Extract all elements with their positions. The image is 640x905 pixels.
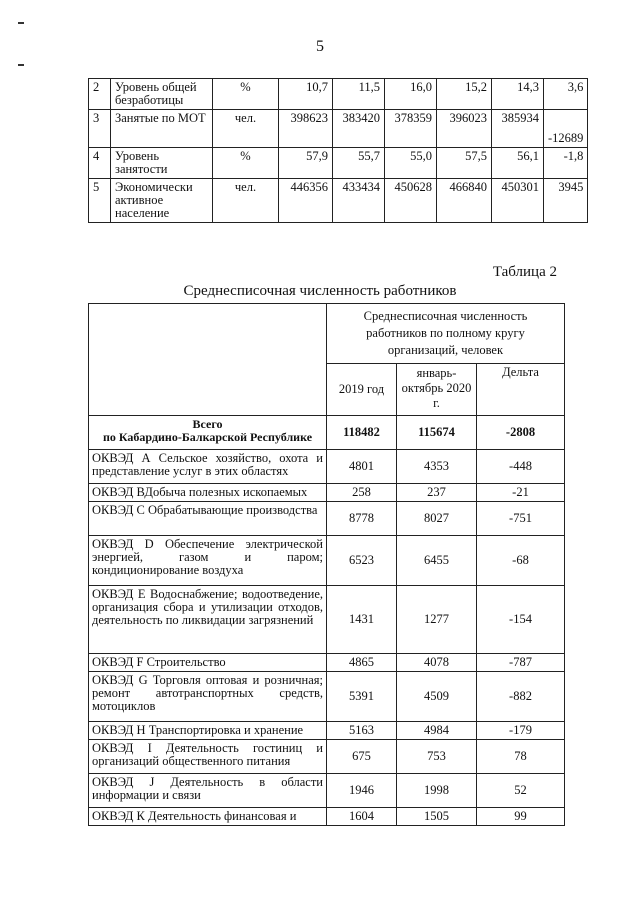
indicator-name: Уровень занятости [111, 148, 213, 179]
table-row [89, 774, 565, 808]
value-cell: 466840 [437, 179, 492, 223]
header-2019: 2019 год [327, 364, 397, 416]
value-cell: 56,1 [492, 148, 544, 179]
table-row [89, 179, 588, 223]
delta-cell: 3945 [544, 179, 588, 223]
total-2020: 115674 [397, 416, 477, 450]
table-row [89, 484, 565, 502]
value-cell: 57,5 [437, 148, 492, 179]
value-cell: 55,7 [333, 148, 385, 179]
table-row [89, 536, 565, 586]
value-cell: 385934 [492, 110, 544, 148]
total-delta: -2808 [477, 416, 565, 450]
value-cell: 446356 [279, 179, 333, 223]
value-cell: 378359 [385, 110, 437, 148]
value-cell: 450301 [492, 179, 544, 223]
okved-label: ОКВЭД ВДобыча полезных ископаемых [89, 484, 327, 502]
row-number: 2 [89, 79, 111, 110]
value-cell: 10,7 [279, 79, 333, 110]
indicator-name: Занятые по МОТ [111, 110, 213, 148]
value-2020: 1277 [397, 586, 477, 654]
value-delta: -448 [477, 450, 565, 484]
value-delta: 52 [477, 774, 565, 808]
value-2020: 8027 [397, 502, 477, 536]
value-2020: 4509 [397, 672, 477, 722]
table-row [89, 654, 565, 672]
header-group: Среднесписочная численность работников по полному кругу организаций, человек [327, 304, 565, 364]
header-row [89, 304, 565, 364]
value-2020: 6455 [397, 536, 477, 586]
value-delta: -787 [477, 654, 565, 672]
value-cell: 15,2 [437, 79, 492, 110]
okved-label: ОКВЭД К Деятельность финансовая и [89, 808, 327, 826]
value-2020: 4353 [397, 450, 477, 484]
okved-label: ОКВЭД Е Водоснабжение; водоотведение, организация сбора и утилизации отходов, деятельность по ликвидации загрязнений [89, 586, 327, 654]
value-cell: 433434 [333, 179, 385, 223]
table-row [89, 808, 565, 826]
scan-mark [18, 64, 24, 66]
unit: чел. [213, 110, 279, 148]
unit: % [213, 148, 279, 179]
header-delta: Дельта [477, 364, 565, 416]
value-2019: 4865 [327, 654, 397, 672]
value-cell: 450628 [385, 179, 437, 223]
value-cell: 383420 [333, 110, 385, 148]
okved-label: ОКВЭД Н Транспортировка и хранение [89, 722, 327, 740]
value-delta: -751 [477, 502, 565, 536]
value-delta: 99 [477, 808, 565, 826]
value-cell: 14,3 [492, 79, 544, 110]
row-number: 3 [89, 110, 111, 148]
table-row [89, 722, 565, 740]
okved-label: ОКВЭД J Деятельность в области информации и связи [89, 774, 327, 808]
indicator-name: Экономически активное население [111, 179, 213, 223]
value-delta: -21 [477, 484, 565, 502]
unit: % [213, 79, 279, 110]
value-2019: 8778 [327, 502, 397, 536]
value-2020: 1998 [397, 774, 477, 808]
table-row [89, 79, 588, 110]
employees-table [88, 303, 565, 826]
okved-label: ОКВЭД А Сельское хозяйство, охота и представление услуг в этих областях [89, 450, 327, 484]
value-2019: 258 [327, 484, 397, 502]
value-2020: 237 [397, 484, 477, 502]
value-delta: -68 [477, 536, 565, 586]
table-caption: Таблица 2 [492, 264, 557, 280]
total-label [89, 416, 327, 450]
value-2019: 5163 [327, 722, 397, 740]
okved-label: ОКВЭД G Торговля оптовая и розничная; ремонт автотранспортных средств, мотоциклов [89, 672, 327, 722]
unit: чел. [213, 179, 279, 223]
value-2019: 1431 [327, 586, 397, 654]
value-2020: 4078 [397, 654, 477, 672]
total-label-line1: Всего [192, 417, 223, 431]
delta-cell: -12689 [544, 110, 588, 148]
value-2019: 5391 [327, 672, 397, 722]
row-number: 4 [89, 148, 111, 179]
page-number: 5 [316, 38, 324, 55]
row-number: 5 [89, 179, 111, 223]
value-delta: -154 [477, 586, 565, 654]
value-delta: -882 [477, 672, 565, 722]
value-2019: 1604 [327, 808, 397, 826]
value-cell: 16,0 [385, 79, 437, 110]
value-2019: 675 [327, 740, 397, 774]
table-row [89, 502, 565, 536]
value-2020: 753 [397, 740, 477, 774]
value-delta: 78 [477, 740, 565, 774]
table-title: Среднесписочная численность работников [183, 283, 457, 299]
value-2020: 4984 [397, 722, 477, 740]
value-2019: 1946 [327, 774, 397, 808]
total-2019: 118482 [327, 416, 397, 450]
okved-label: ОКВЭД I Деятельность гостиниц и организаций общественного питания [89, 740, 327, 774]
table-row [89, 672, 565, 722]
total-row [89, 416, 565, 450]
okved-label: ОКВЭД D Обеспечение электрической энергией, газом и паром; кондиционирование воздуха [89, 536, 327, 586]
value-cell: 398623 [279, 110, 333, 148]
table-row [89, 740, 565, 774]
total-label-line2: по Кабардино-Балкарской Республике [102, 430, 313, 444]
value-cell: 11,5 [333, 79, 385, 110]
header-2020: январь-октябрь 2020 г. [397, 364, 477, 416]
header-empty [89, 304, 327, 416]
delta-cell: 3,6 [544, 79, 588, 110]
labor-indicators-table [88, 78, 588, 223]
okved-label: ОКВЭД F Строительство [89, 654, 327, 672]
table-row [89, 586, 565, 654]
value-2019: 6523 [327, 536, 397, 586]
delta-cell: -1,8 [544, 148, 588, 179]
table-row [89, 148, 588, 179]
value-delta: -179 [477, 722, 565, 740]
scan-mark [18, 22, 24, 24]
value-2019: 4801 [327, 450, 397, 484]
value-2020: 1505 [397, 808, 477, 826]
table-row [89, 450, 565, 484]
indicator-name: Уровень общей безработицы [111, 79, 213, 110]
value-cell: 55,0 [385, 148, 437, 179]
table-row [89, 110, 588, 148]
value-cell: 396023 [437, 110, 492, 148]
value-cell: 57,9 [279, 148, 333, 179]
okved-label: ОКВЭД С Обрабатывающие производства [89, 502, 327, 536]
